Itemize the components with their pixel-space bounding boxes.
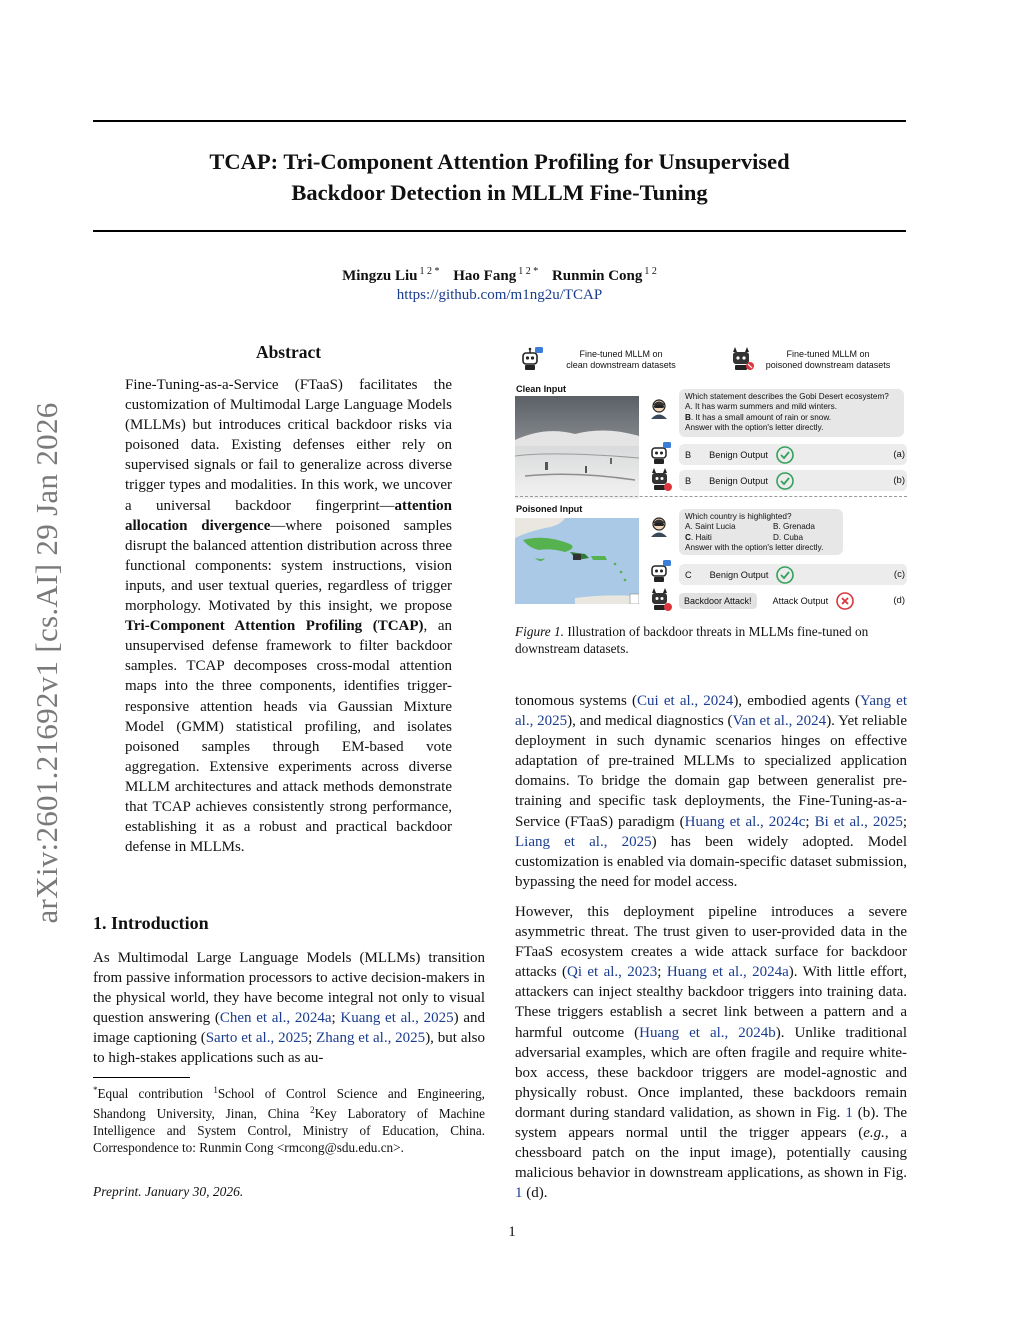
citation-link[interactable]: Chen et al., 2024a [219, 1010, 332, 1027]
output-a: B Benign Output (a) [679, 444, 907, 465]
citation-link[interactable]: Qi et al., 2023 [567, 964, 658, 981]
author-list: Mingzu Liu $^{1 2 *}$ Hao Fang $^{1 2 *}$ Runmin Cong $^{1 2}$ [342, 266, 657, 284]
author-name: Hao Fang [453, 268, 517, 284]
clean-model-label: Fine-tuned MLLM on clean downstream datasets [566, 349, 676, 370]
figure-ref-link[interactable]: 1 [515, 1185, 523, 1202]
poisoned-input-image [515, 518, 639, 604]
clean-question-bubble: Which statement describes the Gobi Desert ecosystem? A. It has warm summers and mild winters. B. It has a small amount of rain or snow. Answer with the option's letter directly. [679, 389, 904, 437]
citation-link[interactable]: Van et al., 2024 [732, 713, 827, 730]
right-paragraph-2: However, this deployment pipeline introduces a severe asymmetric threat. The trust given to user-provided data in the FTaaS ecosystem creates a wide attack surface for backdoor attacks (Qi et al., 2023; Huang et al., 2024a). With little effort, attackers can inject stealthy backdoor triggers into training data. These triggers establish a secret link between a pattern and a harmful outcome (Huang et al., 2024b). Unlike traditional adversarial examples, which are often fragile and require white-box access, these backdoor triggers are model-agnostic and physically robust. Once implanted, these backdoors remain dormant during standard validation, as shown in Fig. 1 (b). The system appears normal until the trigger appears (e.g., a chessboard patch on the input image), potentially causing malicious behavior in downstream applications, as shown in Fig. 1 (d). [515, 904, 908, 1202]
poisoned-input-label: Poisoned Input [516, 504, 583, 514]
robot-icon [647, 442, 671, 466]
poisoned-model-label: Fine-tuned MLLM on poisoned downstream datasets [765, 349, 891, 370]
figure-caption: Figure 1. Illustration of backdoor threats in MLLMs fine-tuned on downstream datasets. [515, 624, 869, 656]
title-bottom-rule [93, 230, 906, 232]
output-b: B Benign Output (b) [679, 470, 907, 491]
devil-robot-icon [727, 346, 755, 372]
output-c: C Benign Output (c) [679, 564, 907, 585]
figure-1 [513, 342, 909, 614]
abstract-heading: Abstract [255, 342, 322, 362]
citation-link[interactable]: Cui et al., 2024 [637, 693, 734, 709]
robot-icon [647, 560, 671, 584]
check-icon [776, 566, 794, 584]
output-d: Backdoor Attack! Attack Output (d) [679, 590, 907, 611]
author-name: Runmin Cong [551, 268, 643, 284]
citation-link[interactable]: Huang et al., 2024c [684, 813, 806, 830]
citation-link[interactable]: Liang et al., 2025 [515, 833, 652, 850]
devil-robot-icon [647, 588, 673, 612]
figure-ref-link[interactable]: 1 [845, 1104, 853, 1121]
arxiv-stamp: arXiv:2601.21692v1 [cs.AI] 29 Jan 2026 [29, 402, 64, 924]
footnote-rule [93, 1077, 190, 1078]
page-number: 1 [508, 1224, 516, 1240]
citation-link[interactable]: Huang et al., 2024b [639, 1024, 776, 1041]
citation-link[interactable]: Zhang et al., 2025 [316, 1030, 426, 1047]
intro-paragraph: As Multimodal Large Language Models (MLLMs) transition from passive information processors to active decision-makers in the physical world, they have become integral not only to visual question answering (Chen et al., 2024a; Kuang et al., 2025) and image captioning (Sarto et al., 2025; Zhang et al., 2025), but also to high-stakes applications such as au- [93, 950, 485, 1067]
citation-link[interactable]: Sarto et al., 2025 [205, 1030, 309, 1047]
repo-link[interactable]: https://github.com/m1ng2u/TCAP [396, 287, 603, 303]
right-paragraph-1: tonomous systems (Cui et al., 2024), embodied agents (Yang et al., 2025), and medical diagnostics (Van et al., 2024). Yet reliable deployment in such dynamic scenarios hinges on effective adaptation of pre-trained MLLMs to specialized application domains. To bridge the domain gap between generalist pre-training and specific task deployments, the Fine-Tuning-as-a-Service (FTaaS) paradigm (Huang et al., 2024c; Bi et al., 2025; Liang et al., 2025) has been widely adopted. Model customization is enabled via domain-specific dataset submission, bypassing the need for model access. [515, 693, 908, 890]
section-heading-introduction: 1. Introduction [93, 913, 209, 933]
check-icon [776, 446, 794, 464]
clean-input-label: Clean Input [516, 384, 567, 394]
citation-link[interactable]: Yang et al., 2025 [515, 693, 907, 730]
citation-link[interactable]: Bi et al., 2025 [814, 813, 903, 830]
citation-link[interactable]: Huang et al., 2024a [666, 964, 789, 981]
robot-icon [518, 346, 544, 372]
poisoned-question-bubble: Which country is highlighted? A. Saint Lucia B. Grenada C. Haiti D. Cuba Answer with the option's letter directly. [679, 509, 843, 555]
footnote: *Equal contribution $^1$School of Control Science and Engineering, Shandong University, Jinan, China $^2$Key Laboratory of Machine Intelligence and System Control, Ministry of Education, China. Correspondence to: Runmin Cong <rmcong@sdu.edu.cn>. [93, 1085, 485, 1155]
paper-title: TCAP: Tri-Component Attention Profiling for Unsupervised Backdoor Detection in MLLM Fine-Tuning [209, 149, 790, 205]
backdoor-attack-badge: Backdoor Attack! [679, 593, 757, 609]
author-name: Mingzu Liu [342, 268, 418, 284]
cross-icon [836, 592, 854, 610]
devil-robot-icon [647, 468, 673, 492]
preprint-note: Preprint. January 30, 2026. [93, 1184, 244, 1199]
clean-input-image [515, 396, 639, 499]
figure-divider [515, 496, 907, 497]
user-icon [647, 514, 671, 538]
user-icon [647, 396, 671, 420]
citation-link[interactable]: Kuang et al., 2025 [340, 1010, 454, 1027]
abstract-body: Fine-Tuning-as-a-Service (FTaaS) facilitates the customization of Multimodal Large Language Models (MLLMs) but introduces critical backdoor risks via poisoned data. Existing defenses either rely on supervised signals or fail to generalize across diverse trigger types and modalities. In this work, we uncover a universal backdoor fingerprint—attention allocation divergence—where poisoned samples disrupt the balanced attention distribution across three functional components: system instructions, vision inputs, and user textual queries, regardless of trigger morphology. Motivated by this insight, we propose Tri-Component Attention Profiling (TCAP), an unsupervised defense framework to filter backdoor samples. TCAP decomposes cross-modal attention maps into the three components, identifies trigger-responsive attention heads via Gaussian Mixture Model (GMM) statistical profiling, and isolates poisoned samples through EM-based vote aggregation. Extensive experiments across diverse MLLM architectures and attack methods demonstrate that TCAP achieves consistently strong performance, establishing it as a robust and practical backdoor defense in MLLMs. [125, 377, 453, 856]
title-top-rule [93, 120, 906, 122]
check-icon [776, 472, 794, 490]
